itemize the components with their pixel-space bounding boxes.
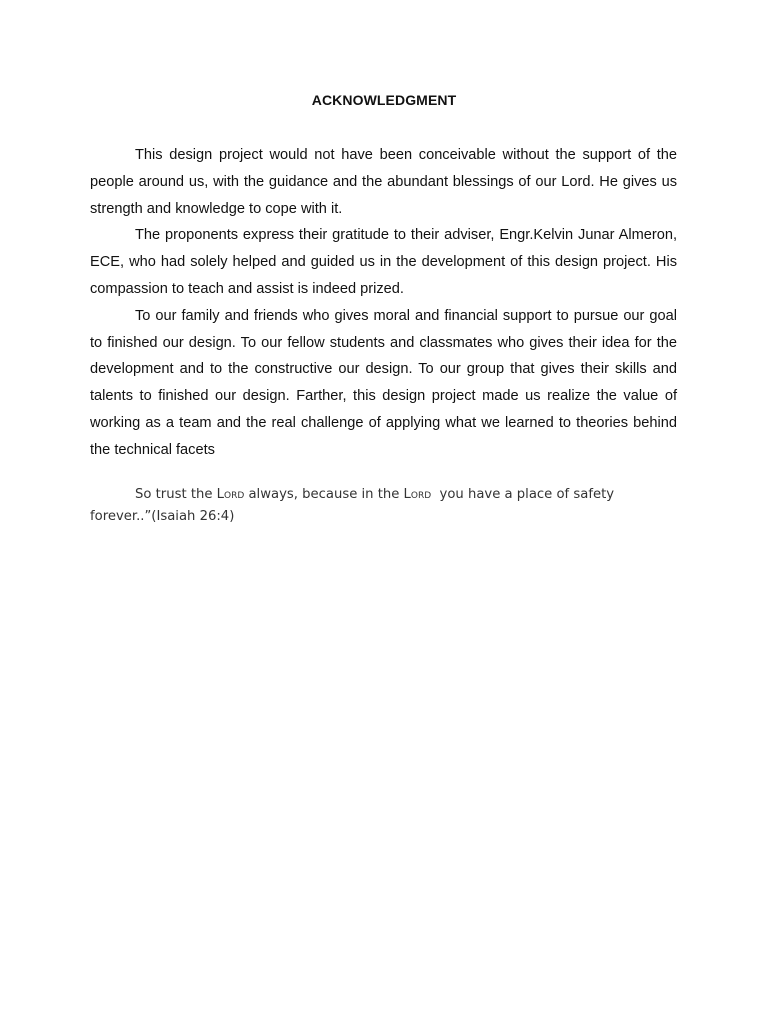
quote-lord-1: Lord	[216, 487, 245, 502]
paragraph-1: This design project would not have been conceivable without the support of the people around us, with the guidance and the abundant blessings of our Lord. He gives us strength and knowledge to cope with it.	[90, 147, 677, 217]
acknowledgment-body	[90, 142, 677, 464]
quote-part-2: always, because in the	[244, 487, 404, 502]
quote-part-1: So trust the	[135, 487, 217, 502]
quote-lord-2: Lord	[403, 487, 432, 502]
quote-part-3: you have a place of safety forever..”(Isaiah 26:4)	[90, 487, 619, 524]
page-title: ACKNOWLEDGMENT	[311, 92, 457, 108]
paragraph-3: To our family and friends who gives moral and financial support to pursue our goal to finished our design. To our fellow students and classmates who gives their idea for the development and to the constructive our design. To our group that gives their skills and talents to finished our design. Farther, this design project made us realize the value of working as a team and the real challenge of applying what we learned to theories behind the technical facets	[90, 307, 677, 458]
quote-text	[90, 484, 670, 528]
paragraph-2: The proponents express their gratitude to their adviser, Engr.Kelvin Junar Almeron, ECE, who had solely helped and guided us in the development of this design project. His compassion to teach and assist is indeed prized.	[90, 227, 677, 297]
bible-quote	[90, 484, 670, 528]
